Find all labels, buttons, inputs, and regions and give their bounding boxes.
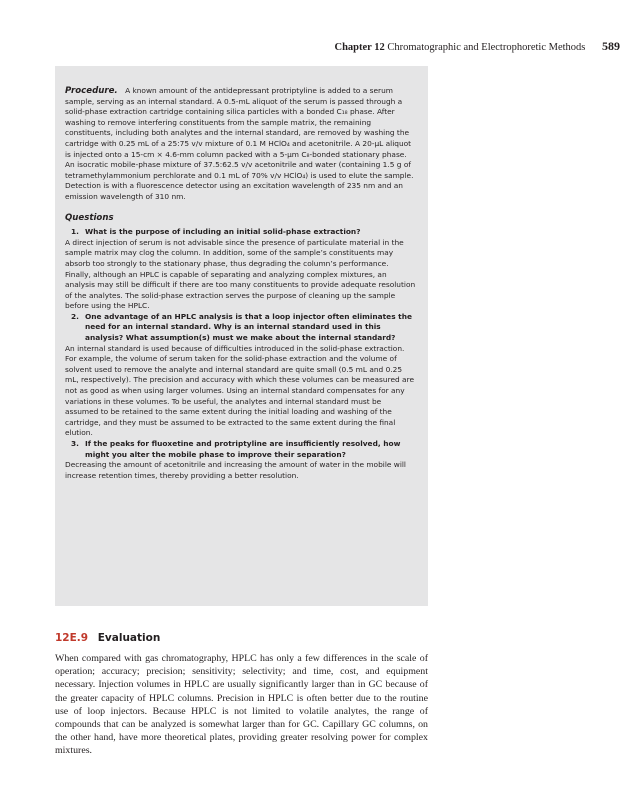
section-body-paragraph: When compared with gas chromatography, HPLC has only a few differences in the scale of operation; accuracy; precision; sensitivity; selectivity; and time, cost, and equipment necessary. Injection volumes in HPLC are usually significantly larger than in GC because of the greater capacity of HPLC columns. Precision in HPLC is often better due to the routine use of loop injectors. Because HPLC is not limited to volatile analytes, the range of compounds that can be analyzed is somewhat larger than for GC. Capillary GC columns, on the other hand, have more theoretical plates, providing greater resolving power for complex mixtures. <box>55 653 428 757</box>
question-item <box>65 439 416 481</box>
question-text: One advantage of an HPLC analysis is that a loop injector often eliminates the need for an internal standard. Why is an internal standard used in this analysis? What assumption(s) must we make about the internal standard? <box>85 311 412 343</box>
section-title: Evaluation <box>97 632 161 644</box>
answer-text: A direct injection of serum is not advisable since the presence of particulate material in the sample matrix may clog the column. In addition, some of the sample’s constituents may absorb too strongly to the stationary phase, thus degrading the column’s performance. Finally, although an HPLC is capable of separating and analyzing complex mixtures, an analysis may still be difficult if there are too many constituents to provide adequate resolution of the analytes. The solid-phase extraction serves the purpose of cleaning up the sample before using the HPLC. <box>65 237 416 311</box>
questions-title: Questions <box>65 212 114 223</box>
procedure-title: Procedure. <box>65 86 118 96</box>
chapter-label: Chapter 12 <box>334 42 385 53</box>
question-item <box>65 312 416 439</box>
question-text: If the peaks for fluoxetine and protriptyline are insufficiently resolved, how might you alter the mobile phase to improve their separation? <box>85 439 401 459</box>
answer-text: Decreasing the amount of acetonitrile and increasing the amount of water in the mobile will increase retention times, thereby providing a better resolution. <box>65 460 406 480</box>
chapter-title: Chromatographic and Electrophoretic Methods <box>387 42 586 53</box>
answer-text: An internal standard is used because of difficulties introduced in the solid-phase extraction. For example, the volume of serum taken for the solid-phase extraction and the volume of solvent used to remove the analyte and internal standard are quite small (0.5 mL and 0.25 mL, respectively). The precision and accuracy with which these volumes can be measured are not as good as when using larger volumes. Using an internal standard compensates for any variations in these volumes. To be useful, the analytes and internal standard must be assumed to be retained to the same extent during the initial loading and washing of the cartridge, and they must be assumed to be extracted to the same extent during the final elution. <box>65 343 415 438</box>
case-study-box <box>55 66 428 606</box>
running-header <box>60 39 620 55</box>
question-number: 1. <box>71 227 79 237</box>
question-number: 2. <box>71 311 79 321</box>
question-number: 3. <box>71 439 79 448</box>
procedure-paragraph <box>65 86 416 203</box>
question-text: What is the purpose of including an initial solid-phase extraction? <box>85 227 361 237</box>
section-number: 12E.9 <box>55 632 89 644</box>
page-number: 589 <box>602 39 620 53</box>
section-heading <box>55 632 160 644</box>
question-item <box>65 227 416 312</box>
procedure-text: A known amount of the antidepressant protriptyline is added to a serum sample, serving as an internal standard. A 0.5-mL aliquot of the serum is passed through a solid-phase extraction cartridge containing silica particles with a bonded C₁₈ phase. After washing to remove interfering constituents from the sample matrix, the remaining constituents, including both analytes and the internal standard, are removed by washing the cartridge with 0.25 mL of a 25:75 v/v mixture of 0.1 M HClO₄ and acetonitrile. A 20-μL aliquot is injected onto a 15-cm × 4.6-mm column packed with a 5-μm C₈-bonded stationary phase. An isocratic mobile-phase mixture of 37.5:62.5 v/v acetonitrile and water (containing 1.5 g of tetramethylammonium perchlorate and 0.1 mL of 70% v/v HClO₄) is used to elute the sample. Detection is with a fluorescence detector using an excitation wavelength of 235 nm and an emission wavelength of 310 nm. <box>65 86 414 201</box>
